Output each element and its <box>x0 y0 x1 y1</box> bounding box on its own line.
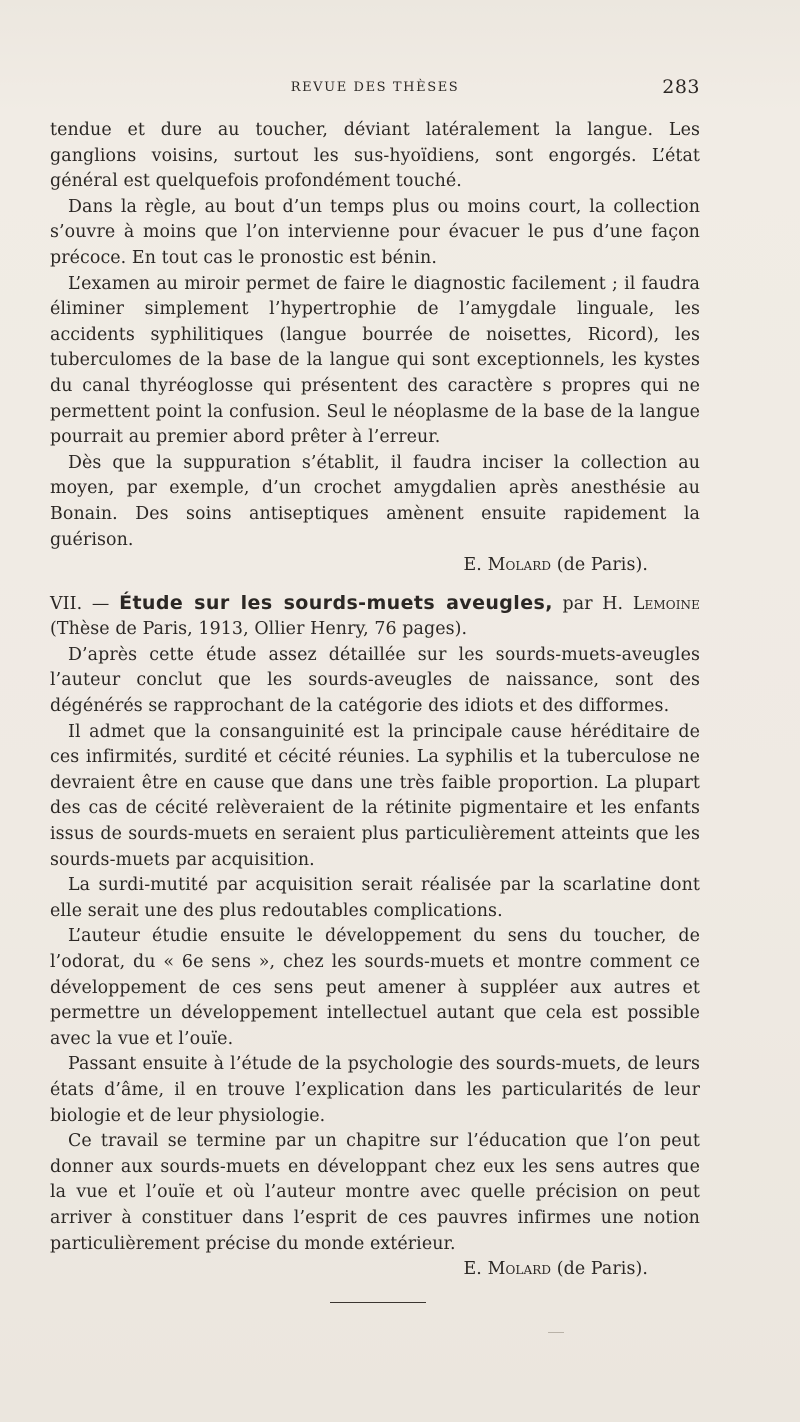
paragraph: Passant ensuite à l’étude de la psychologie des sourds-muets, de leurs états d’âme, il en trouve l’explication dans les particularités de leur biologie et de leur physiologie. <box>50 1054 700 1126</box>
paragraph: L’examen au miroir permet de faire le diagnostic facilement ; il faudra éliminer simplement l’hypertrophie de l’amygdale linguale, les accidents syphilitiques (langue bourrée de noisettes, Ricord), les tuberculomes de la base de la langue qui sont exceptionnels, les kystes du canal thyréoglosse qui présentent des caractère s propres qui ne permettent point la confusion. Seul le néoplasme de la base de la langue pourrait au premier abord prêter à l’erreur. <box>50 273 700 448</box>
paragraph: Ce travail se termine par un chapitre sur l’éducation que l’on peut donner aux sourds-muets en développant chez eux les sens autres que la vue et l’ouïe et où l’auteur montre avec quelle précision on peut arriver à constituer dans l’esprit de ces pauvres infirmes une notion particulièrement précise du monde extérieur. <box>50 1131 700 1254</box>
section-author: Lemoine <box>632 593 700 614</box>
signature <box>50 1257 700 1283</box>
paragraph: Dès que la suppuration s’établit, il faudra inciser la collection au moyen, par exemple, d’un crochet amygdalien après anesthésie au Bonain. Des soins antiseptiques amènent ensuite rapidement la guérison. <box>50 452 700 550</box>
signature-initial: E. <box>463 555 482 576</box>
paragraph: D’après cette étude assez détaillée sur les sourds-muets-aveugles l’auteur conclut que les sourds-aveugles de naissance, sont des dégénérés se rapprochant de la catégorie des idiots et des difformes. <box>50 644 700 717</box>
signature-initial: E. <box>463 1259 482 1280</box>
running-head <box>50 76 700 100</box>
article-body <box>50 118 700 1283</box>
section-heading <box>50 591 700 643</box>
signature-place: (de Paris). <box>556 555 648 576</box>
signature-name: Molard <box>487 1259 552 1280</box>
section-number: VII. — <box>50 593 110 614</box>
section-title: Étude sur les sourds-muets aveugles, <box>119 591 553 614</box>
paragraph: tendue et dure au toucher, déviant latéralement la langue. Les ganglions voisins, surtout les sus-hyoïdiens, sont engorgés. L’état général est quelquefois profondément touché. <box>50 120 700 192</box>
signature <box>50 553 700 579</box>
paragraph: L’auteur étudie ensuite le développement du sens du toucher, de l’odorat, du « 6e sens », chez les sourds-muets et montre comment ce développement de ces sens peut amener à suppléer aux autres et permettre un développement intellectuel autant que cela est possible avec la vue et l’ouïe. <box>50 926 700 1049</box>
paragraph: Dans la règle, au bout d’un temps plus ou moins court, la collection s’ouvre à moins que l’on intervienne pour évacuer le pus d’une façon précoce. En tout cas le pronostic est bénin. <box>50 196 700 268</box>
signature-place: (de Paris). <box>556 1259 648 1280</box>
running-head-title: REVUE DES THÈSES <box>290 80 460 95</box>
paragraph: Il admet que la consanguinité est la principale cause héréditaire de ces infirmités, surdité et cécité réunies. La syphilis et la tuberculose ne devraient être en cause que dans une très faible proportion. La plupart des cas de cécité relèveraient de la rétinite pigmentaire et les enfants issus de sourds-muets en seraient plus particulièrement atteints que les sourds-muets par acquisition. <box>50 721 700 870</box>
end-rule <box>330 1302 426 1303</box>
signature-name: Molard <box>487 555 552 576</box>
page-number: 283 <box>662 76 700 98</box>
section-citation: (Thèse de Paris, 1913, Ollier Henry, 76 pages). <box>50 619 468 640</box>
print-mark <box>548 1332 564 1333</box>
section-by: par H. <box>562 593 624 614</box>
paragraph: La surdi-mutité par acquisition serait réalisée par la scarlatine dont elle serait une des plus redoutables complications. <box>50 875 700 921</box>
